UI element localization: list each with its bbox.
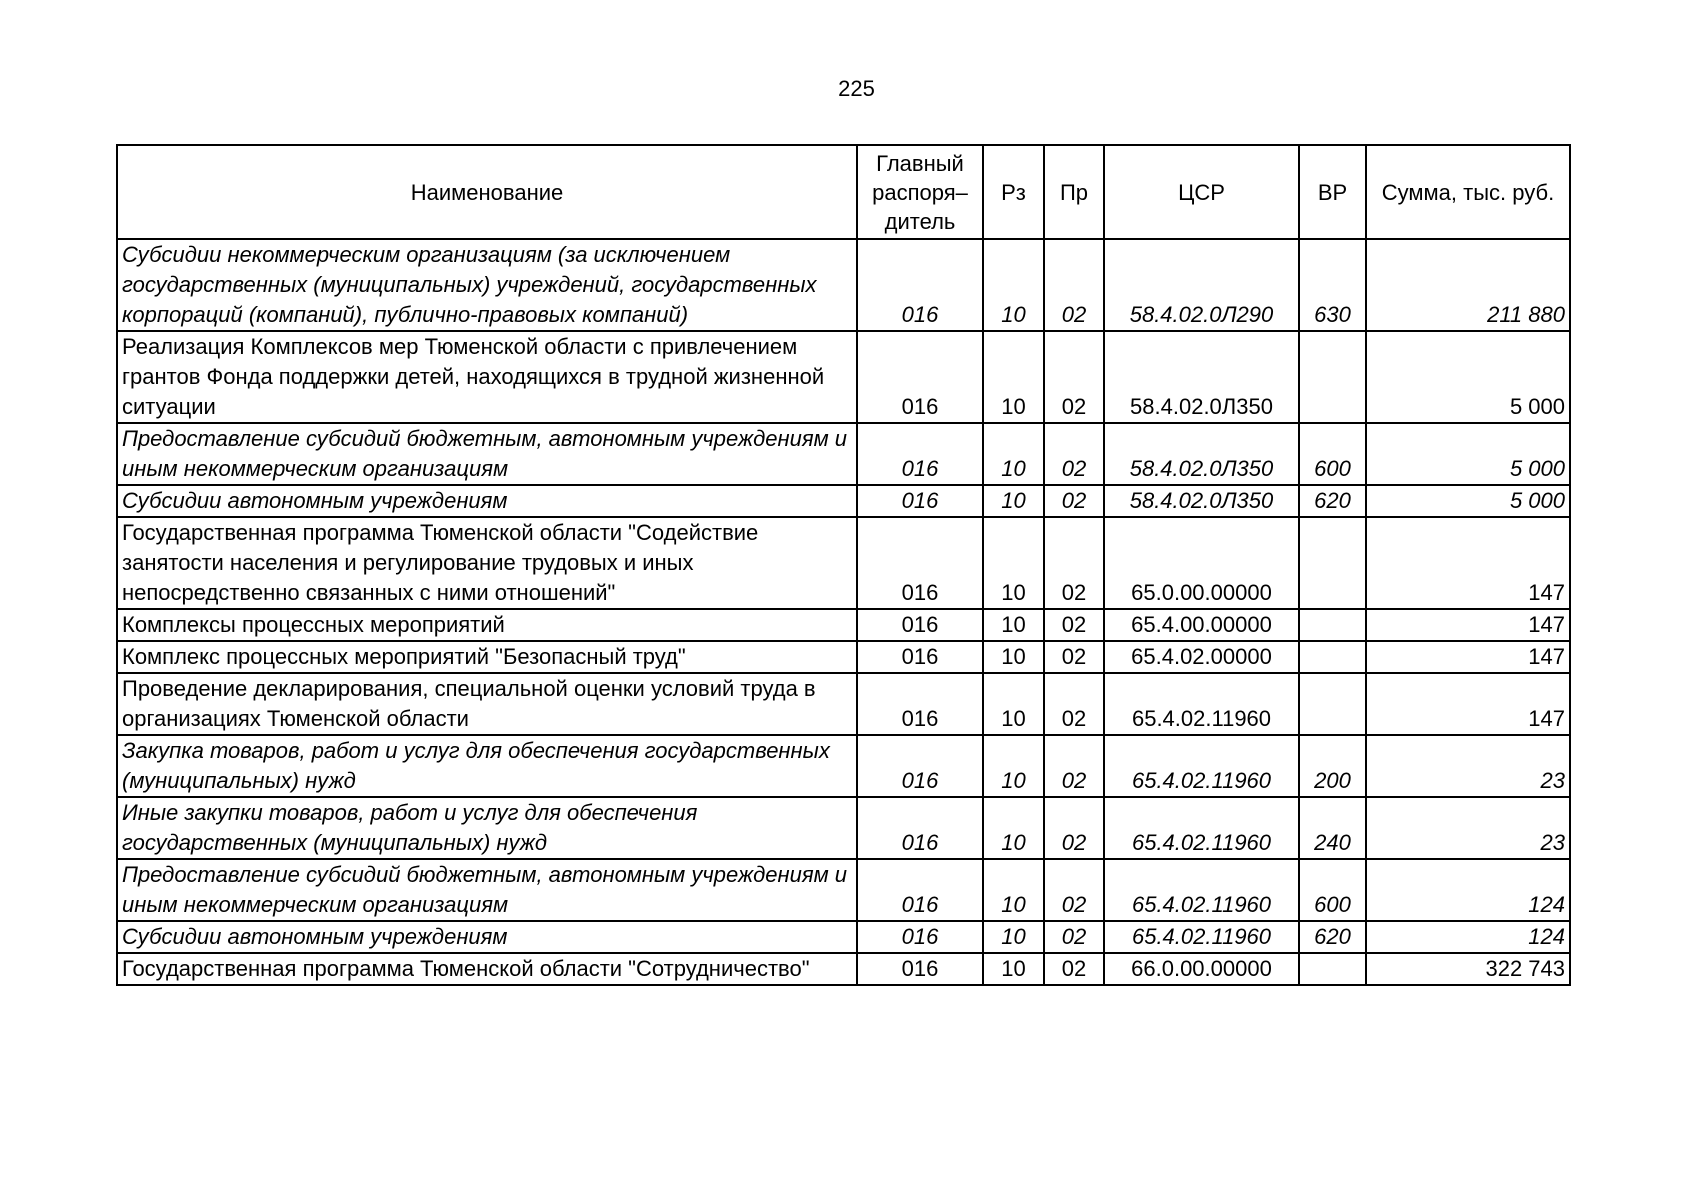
cell-name: Государственная программа Тюменской области "Содействие занятости населения и регулирование трудовых и иных непосредственно связанных с ними отношений": [117, 517, 857, 609]
cell-pr: 02: [1044, 735, 1104, 797]
cell-grbs: 016: [857, 953, 983, 985]
table-row: [117, 423, 1570, 485]
cell-csr: 58.4.02.0Л350: [1104, 423, 1299, 485]
cell-name: Субсидии автономным учреждениям: [117, 921, 857, 953]
cell-name: Государственная программа Тюменской области "Сотрудничество": [117, 953, 857, 985]
cell-pr: 02: [1044, 485, 1104, 517]
cell-rz: 10: [983, 641, 1044, 673]
cell-name: Проведение декларирования, специальной оценки условий труда в организациях Тюменской области: [117, 673, 857, 735]
table-row: [117, 797, 1570, 859]
cell-csr: 65.4.00.00000: [1104, 609, 1299, 641]
cell-pr: 02: [1044, 673, 1104, 735]
cell-csr: 65.4.02.11960: [1104, 921, 1299, 953]
table-row: [117, 331, 1570, 423]
cell-pr: 02: [1044, 239, 1104, 331]
cell-rz: 10: [983, 859, 1044, 921]
cell-sum: 147: [1366, 673, 1570, 735]
cell-pr: 02: [1044, 859, 1104, 921]
cell-grbs: 016: [857, 797, 983, 859]
cell-csr: 65.4.02.11960: [1104, 673, 1299, 735]
cell-rz: 10: [983, 953, 1044, 985]
cell-csr: 65.4.02.11960: [1104, 859, 1299, 921]
cell-vr: 620: [1299, 921, 1366, 953]
cell-pr: 02: [1044, 331, 1104, 423]
budget-table: [116, 144, 1571, 986]
cell-vr: 240: [1299, 797, 1366, 859]
table-row: [117, 921, 1570, 953]
table-header-row: [117, 145, 1570, 239]
cell-name: Предоставление субсидий бюджетным, автономным учреждениям и иным некоммерческим организациям: [117, 423, 857, 485]
cell-rz: 10: [983, 609, 1044, 641]
table-row: [117, 517, 1570, 609]
cell-vr: [1299, 641, 1366, 673]
cell-grbs: 016: [857, 239, 983, 331]
cell-grbs: 016: [857, 331, 983, 423]
table-row: [117, 641, 1570, 673]
cell-grbs: 016: [857, 735, 983, 797]
cell-pr: 02: [1044, 517, 1104, 609]
cell-name: Иные закупки товаров, работ и услуг для обеспечения государственных (муниципальных) нужд: [117, 797, 857, 859]
cell-vr: 630: [1299, 239, 1366, 331]
cell-vr: 600: [1299, 423, 1366, 485]
cell-pr: 02: [1044, 609, 1104, 641]
cell-csr: 58.4.02.0Л350: [1104, 485, 1299, 517]
table-row: [117, 859, 1570, 921]
cell-vr: [1299, 609, 1366, 641]
header-vr: ВР: [1299, 145, 1366, 239]
table-row: [117, 953, 1570, 985]
cell-grbs: 016: [857, 673, 983, 735]
header-rz: Рз: [983, 145, 1044, 239]
cell-name: Комплексы процессных мероприятий: [117, 609, 857, 641]
cell-pr: 02: [1044, 641, 1104, 673]
cell-csr: 58.4.02.0Л290: [1104, 239, 1299, 331]
cell-sum: 124: [1366, 921, 1570, 953]
cell-rz: 10: [983, 735, 1044, 797]
cell-sum: 5 000: [1366, 485, 1570, 517]
cell-rz: 10: [983, 331, 1044, 423]
cell-vr: 620: [1299, 485, 1366, 517]
table-row: [117, 673, 1570, 735]
table-row: [117, 609, 1570, 641]
cell-name: Субсидии автономным учреждениям: [117, 485, 857, 517]
cell-vr: [1299, 517, 1366, 609]
cell-pr: 02: [1044, 797, 1104, 859]
table-row: [117, 239, 1570, 331]
cell-name: Реализация Комплексов мер Тюменской области с привлечением грантов Фонда поддержки детей, находящихся в трудной жизненной ситуации: [117, 331, 857, 423]
cell-grbs: 016: [857, 485, 983, 517]
cell-rz: 10: [983, 423, 1044, 485]
cell-grbs: 016: [857, 641, 983, 673]
header-pr: Пр: [1044, 145, 1104, 239]
cell-csr: 66.0.00.00000: [1104, 953, 1299, 985]
header-grbs: Главный распоря– дитель: [857, 145, 983, 239]
cell-csr: 65.4.02.11960: [1104, 797, 1299, 859]
header-name: Наименование: [117, 145, 857, 239]
cell-pr: 02: [1044, 921, 1104, 953]
cell-grbs: 016: [857, 921, 983, 953]
cell-grbs: 016: [857, 517, 983, 609]
cell-sum: 147: [1366, 641, 1570, 673]
cell-vr: [1299, 673, 1366, 735]
cell-sum: 5 000: [1366, 423, 1570, 485]
cell-csr: 65.0.00.00000: [1104, 517, 1299, 609]
cell-name: Предоставление субсидий бюджетным, автономным учреждениям и иным некоммерческим организациям: [117, 859, 857, 921]
cell-csr: 58.4.02.0Л350: [1104, 331, 1299, 423]
cell-name: Закупка товаров, работ и услуг для обеспечения государственных (муниципальных) нужд: [117, 735, 857, 797]
cell-rz: 10: [983, 921, 1044, 953]
cell-sum: 147: [1366, 517, 1570, 609]
cell-rz: 10: [983, 517, 1044, 609]
cell-sum: 124: [1366, 859, 1570, 921]
cell-pr: 02: [1044, 423, 1104, 485]
cell-sum: 322 743: [1366, 953, 1570, 985]
cell-pr: 02: [1044, 953, 1104, 985]
table-row: [117, 485, 1570, 517]
cell-grbs: 016: [857, 859, 983, 921]
cell-vr: 600: [1299, 859, 1366, 921]
cell-csr: 65.4.02.11960: [1104, 735, 1299, 797]
cell-rz: 10: [983, 485, 1044, 517]
cell-sum: 211 880: [1366, 239, 1570, 331]
cell-rz: 10: [983, 673, 1044, 735]
cell-name: Комплекс процессных мероприятий "Безопасный труд": [117, 641, 857, 673]
cell-grbs: 016: [857, 609, 983, 641]
cell-rz: 10: [983, 797, 1044, 859]
table-body: [117, 239, 1570, 985]
cell-vr: [1299, 953, 1366, 985]
cell-sum: 147: [1366, 609, 1570, 641]
page-number: 225: [838, 76, 875, 101]
cell-vr: 200: [1299, 735, 1366, 797]
header-sum: Сумма, тыс. руб.: [1366, 145, 1570, 239]
cell-rz: 10: [983, 239, 1044, 331]
cell-sum: 23: [1366, 735, 1570, 797]
cell-grbs: 016: [857, 423, 983, 485]
cell-sum: 5 000: [1366, 331, 1570, 423]
cell-sum: 23: [1366, 797, 1570, 859]
cell-name: Субсидии некоммерческим организациям (за исключением государственных (муниципальных) учреждений, государственных корпораций (компаний), публично-правовых компаний): [117, 239, 857, 331]
header-csr: ЦСР: [1104, 145, 1299, 239]
cell-csr: 65.4.02.00000: [1104, 641, 1299, 673]
table-row: [117, 735, 1570, 797]
cell-vr: [1299, 331, 1366, 423]
